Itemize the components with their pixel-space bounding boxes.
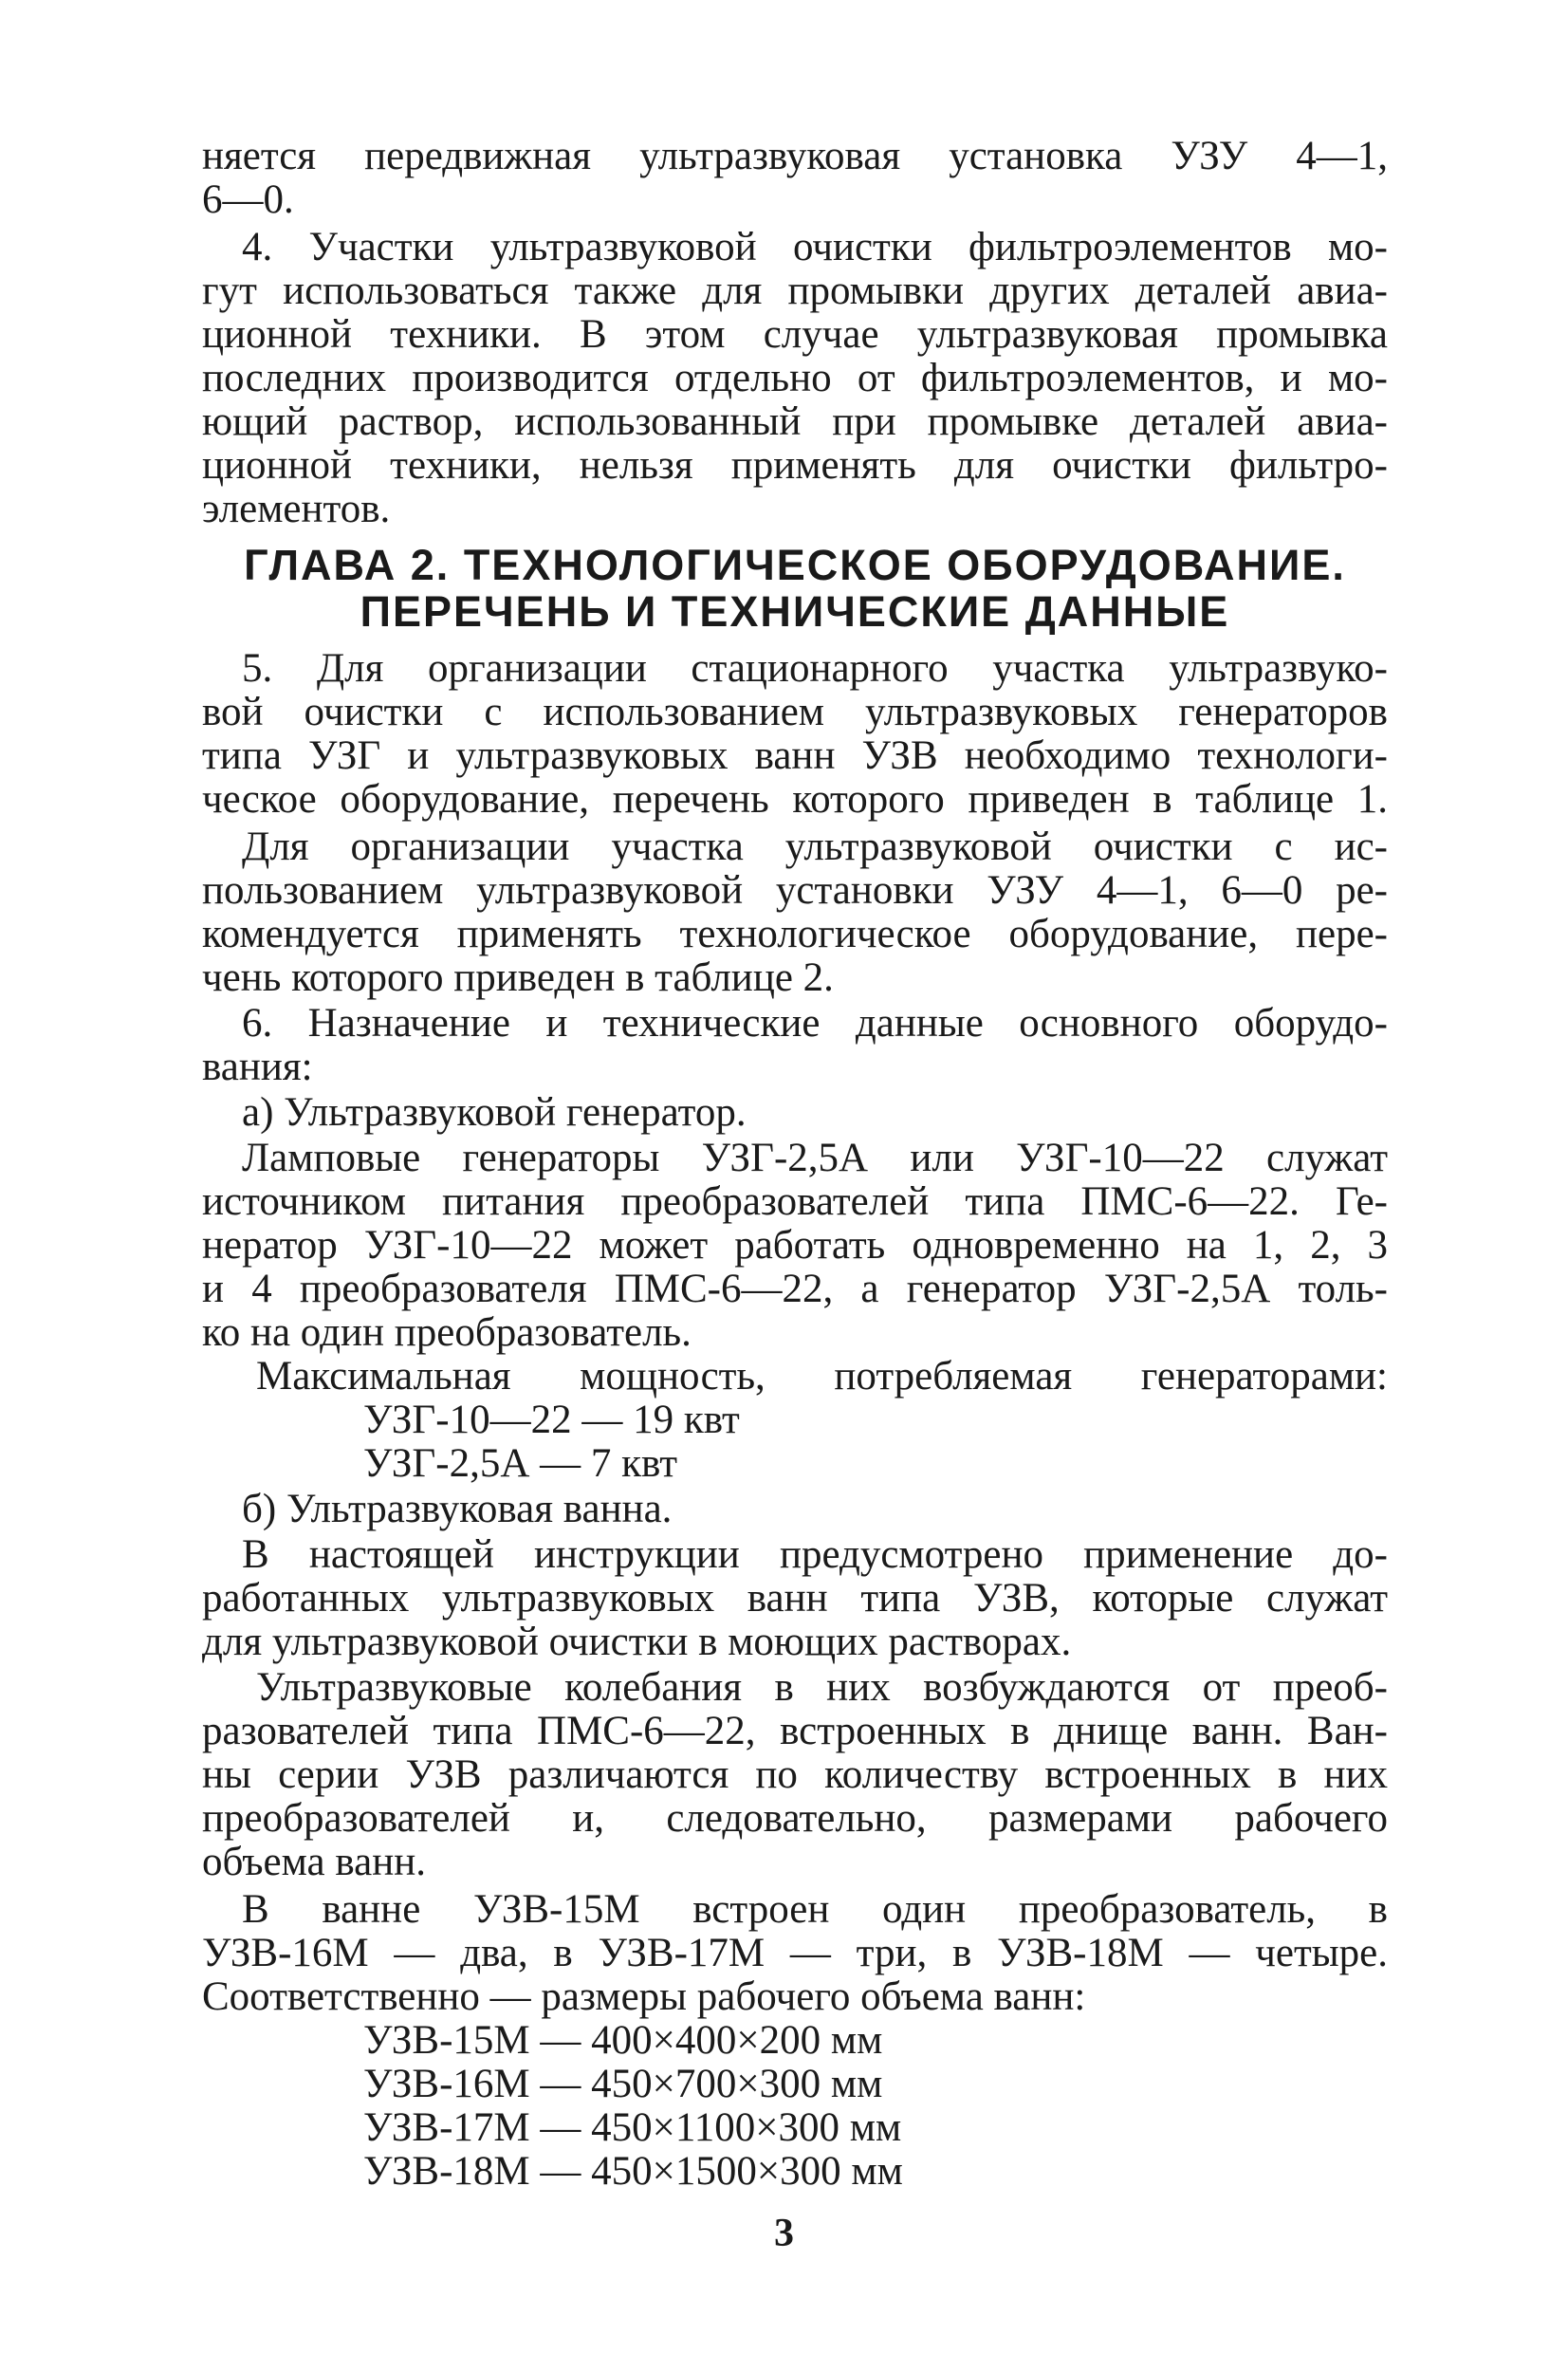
text-line: ционной техники. В этом случае ультразвуковая промывка xyxy=(202,312,1388,357)
text-line: ющий раствор, использованный при промывке деталей авиа- xyxy=(202,399,1388,444)
text-line: объема ванн. xyxy=(202,1840,426,1884)
text-line: для ультразвуковой очистки в моющих растворах. xyxy=(202,1620,1072,1664)
chapter-heading-line: ПЕРЕЧЕНЬ И ТЕХНИЧЕСКИЕ ДАННЫЕ xyxy=(360,587,1230,636)
text-line: ческое оборудование, перечень которого приведен в таблице 1. xyxy=(202,777,1388,822)
text-line: Для организации участка ультразвуковой очистки с ис- xyxy=(242,824,1388,869)
dimension-list-item: УЗВ-16М — 450×700×300 мм xyxy=(363,2062,883,2106)
dimension-list-item: УЗВ-15М — 400×400×200 мм xyxy=(363,2018,883,2063)
text-line: Ультразвуковые колебания в них возбуждаются от преоб- xyxy=(256,1665,1388,1710)
text-line: элементов. xyxy=(202,487,391,531)
text-line: 6. Назначение и технические данные основного оборудо- xyxy=(242,1001,1388,1046)
text-line: и 4 преобразователя ПМС-6—22, а генератор УЗГ-2,5А толь- xyxy=(202,1267,1388,1311)
text-line: Соответственно — размеры рабочего объема ванн: xyxy=(202,1974,1086,2019)
page-number: 3 xyxy=(774,2212,794,2255)
text-line: источником питания преобразователей типа ПМС-6—22. Ге- xyxy=(202,1179,1388,1224)
list-item-a: а) Ультразвуковой генератор. xyxy=(242,1090,747,1135)
dimension-list-item: УЗВ-18М — 450×1500×300 мм xyxy=(363,2149,903,2194)
text-line: гут использоваться также для промывки других деталей авиа- xyxy=(202,269,1388,313)
text-line: В настоящей инструкции предусмотрено применение до- xyxy=(242,1532,1388,1577)
text-line: пользованием ультразвуковой установки УЗУ 4—1, 6—0 ре- xyxy=(202,868,1388,913)
dimension-list-item: УЗВ-17М — 450×1100×300 мм xyxy=(363,2105,902,2150)
text-line: УЗВ-16М — два, в УЗВ-17М — три, в УЗВ-18М — четыре. xyxy=(202,1931,1388,1975)
text-line: разователей типа ПМС-6—22, встроенных в днище ванн. Ван- xyxy=(202,1709,1388,1753)
power-list-item: УЗГ-2,5А — 7 квт xyxy=(363,1441,678,1486)
text-line: ко на один преобразователь. xyxy=(202,1310,692,1355)
text-line: Максимальная мощность, потребляемая генераторами: xyxy=(256,1354,1388,1399)
text-line: комендуется применять технологическое оборудование, пере- xyxy=(202,912,1388,956)
text-line: вой очистки с использованием ультразвуковых генераторов xyxy=(202,690,1388,734)
text-line: ционной техники, нельзя применять для очистки фильтро- xyxy=(202,443,1388,488)
text-line: Ламповые генераторы УЗГ-2,5А или УЗГ-10—22 служат xyxy=(242,1136,1388,1180)
text-line: няется передвижная ультразвуковая установка УЗУ 4—1, xyxy=(202,134,1388,178)
chapter-heading-line: ГЛАВА 2. ТЕХНОЛОГИЧЕСКОЕ ОБОРУДОВАНИЕ. xyxy=(244,541,1346,589)
text-line: вания: xyxy=(202,1045,313,1089)
text-line: 5. Для организации стационарного участка ультразвуко- xyxy=(242,646,1388,691)
text-line: работанных ультразвуковых ванн типа УЗВ, которые служат xyxy=(202,1576,1388,1621)
list-item-b: б) Ультразвуковая ванна. xyxy=(242,1487,673,1531)
text-line: преобразователей и, следовательно, размерами рабочего xyxy=(202,1796,1388,1841)
text-line: последних производится отдельно от фильтроэлементов, и мо- xyxy=(202,356,1388,400)
text-line: типа УЗГ и ультразвуковых ванн УЗВ необходимо технологи- xyxy=(202,733,1388,778)
text-line: нератор УЗГ-10—22 может работать одновременно на 1, 2, 3 xyxy=(202,1223,1388,1268)
text-line: 4. Участки ультразвуковой очистки фильтроэлементов мо- xyxy=(242,225,1388,269)
text-line: ны серии УЗВ различаются по количеству встроенных в них xyxy=(202,1752,1388,1797)
text-line: В ванне УЗВ-15М встроен один преобразователь, в xyxy=(242,1887,1388,1932)
text-line: чень которого приведен в таблице 2. xyxy=(202,955,834,1000)
power-list-item: УЗГ-10—22 — 19 квт xyxy=(363,1398,740,1442)
text-line: 6—0. xyxy=(202,177,294,222)
